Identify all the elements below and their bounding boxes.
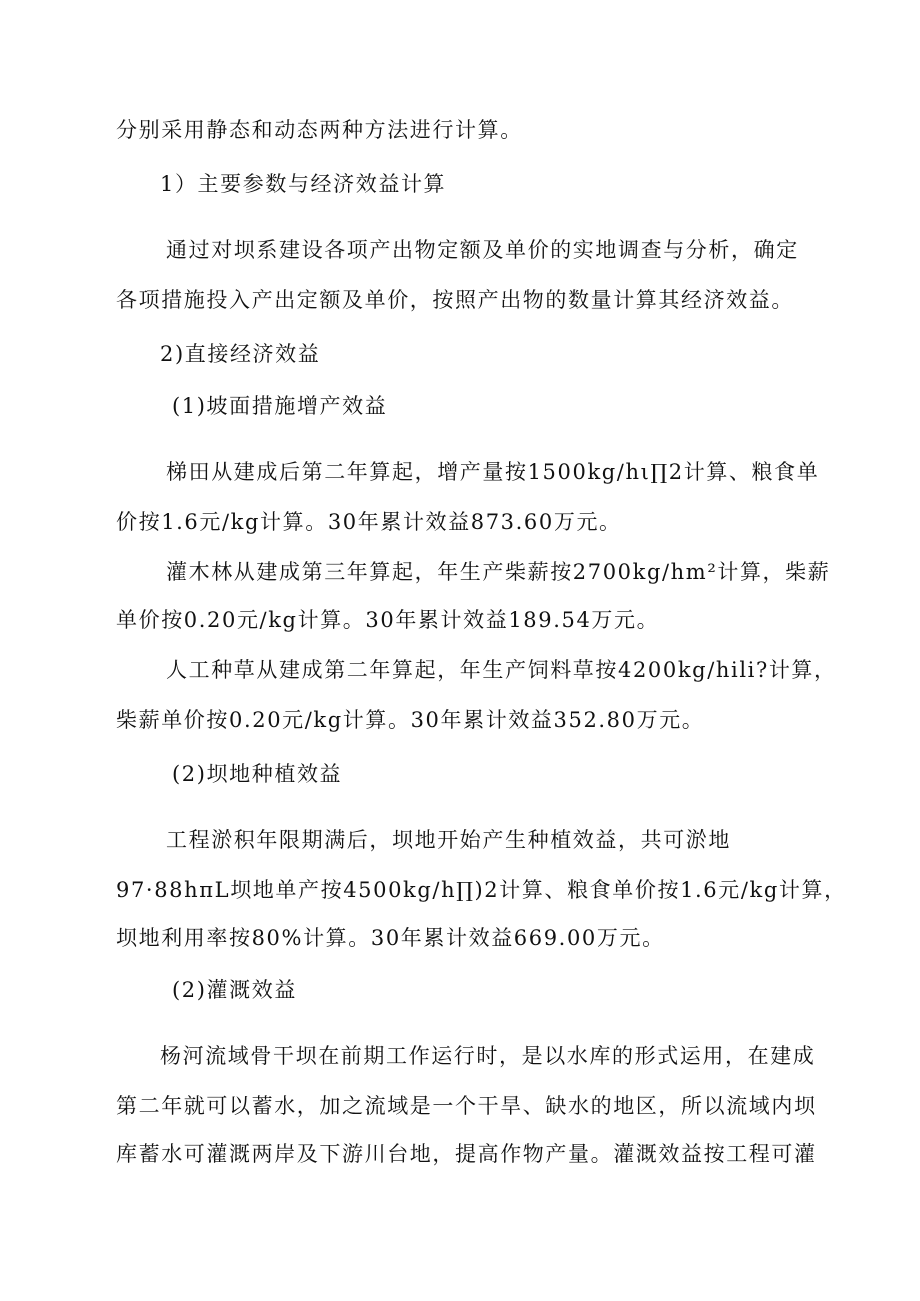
subsection-heading-dam-land: (2)坝地种植效益 [172,762,343,786]
paragraph-line: 杨河流域骨干坝在前期工作运行时，是以水库的形式运用，在建成 [160,1044,816,1068]
paragraph-line-intro: 分别采用静态和动态两种方法进行计算。 [116,118,523,142]
subsection-heading-slope: (1)坡面措施增产效益 [172,394,388,418]
paragraph-line: 柴薪单价按0.20元∕kg计算。30年累计效益352.80万元。 [116,708,705,732]
paragraph-line: 灌木林从建成第三年算起，年生产柴薪按2700kg∕hm²计算，柴薪 [166,560,831,584]
paragraph-line: 坝地利用率按80%计算。30年累计效益669.00万元。 [116,926,665,950]
paragraph-line: 价按1.6元∕kg计算。30年累计效益873.60万元。 [116,510,622,534]
section-heading-parameters: 1）主要参数与经济效益计算 [160,172,447,196]
subsection-heading-irrigation: (2)灌溉效益 [172,978,297,1002]
paragraph-line: 第二年就可以蓄水，加之流域是一个干旱、缺水的地区，所以流域内坝 [116,1094,817,1118]
paragraph-line: 单价按0.20元∕kg计算。30年累计效益189.54万元。 [116,608,660,632]
paragraph-line: 梯田从建成后第二年算起，增产量按1500kg∕hι∏2计算、粮食单 [166,460,820,484]
paragraph-line: 通过对坝系建设各项产出物定额及单价的实地调查与分析，确定 [166,238,799,262]
section-heading-direct-benefit: 2)直接经济效益 [160,342,321,366]
paragraph-line: 97·88hπL坝地单产按4500kg∕h∏)2计算、粮食单价按1.6元∕kg计算， [116,878,847,902]
paragraph-line: 工程淤积年限期满后，坝地开始产生种植效益，共可淤地 [166,828,731,852]
paragraph-line: 人工种草从建成第二年算起，年生产饲料草按4200kg∕hili?计算， [166,658,837,682]
paragraph-line: 库蓄水可灌溉两岸及下游川台地，提高作物产量。灌溉效益按工程可灌 [116,1142,817,1166]
paragraph-line: 各项措施投入产出定额及单价，按照产出物的数量计算其经济效益。 [116,288,794,312]
